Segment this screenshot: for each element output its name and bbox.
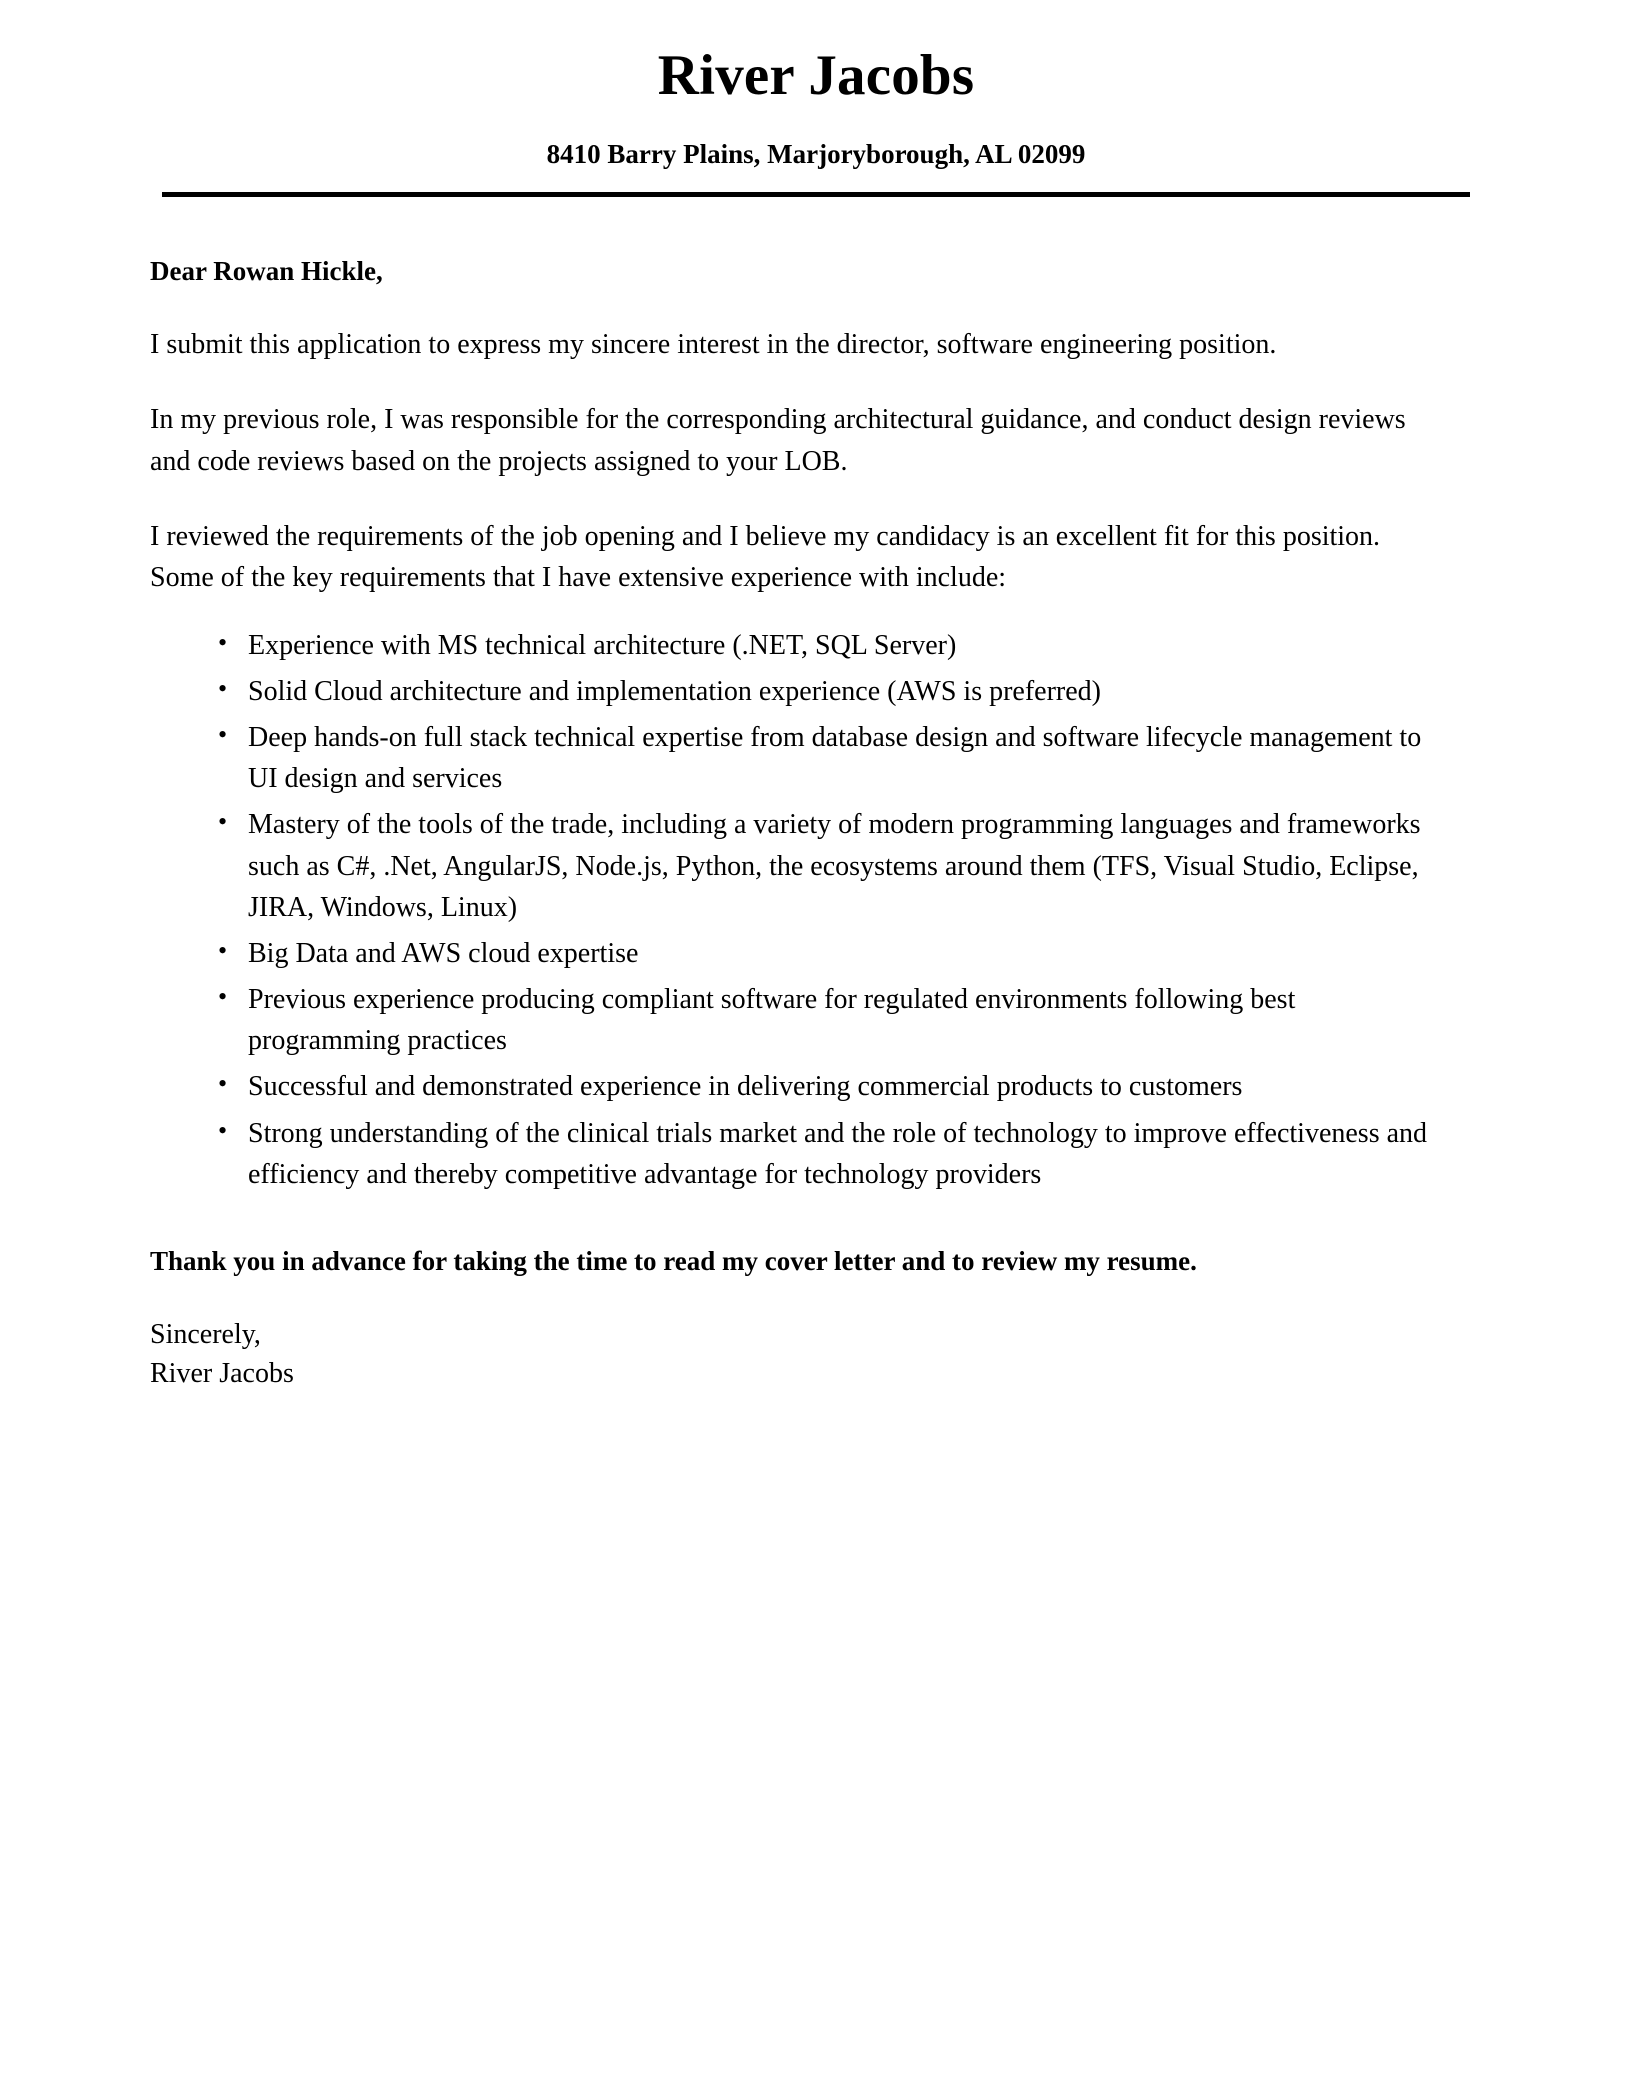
letter-body [150, 253, 1440, 1394]
list-item: • Deep hands-on full stack technical expertise from database design and software lifecycle management to UI design and services [218, 717, 1440, 799]
list-item: • Experience with MS technical architecture (.NET, SQL Server) [218, 625, 1440, 666]
candidate-address: 8410 Barry Plains, Marjoryborough, AL 02099 [546, 138, 1086, 169]
signoff-name: River Jacobs [150, 1358, 294, 1390]
page-title: River Jacobs [657, 44, 975, 107]
list-item: • Mastery of the tools of the trade, including a variety of modern programming languages and frameworks such as C#, .Net, AngularJS, Node.js, Python, the ecosystems around them (TFS, Visual Studio, Eclipse, JIRA, Windows, Linux) [218, 804, 1440, 927]
letterhead [0, 0, 1632, 197]
list-item: • Big Data and AWS cloud expertise [218, 933, 1440, 974]
list-item: • Successful and demonstrated experience in delivering commercial products to customers [218, 1066, 1440, 1107]
paragraph-intro: I submit this application to express my sincere interest in the director, software engineering position. [150, 328, 1277, 360]
paragraph-previous-role: In my previous role, I was responsible for the corresponding architectural guidance, and conduct design reviews and code reviews based on the projects assigned to your LOB. [150, 404, 1406, 477]
header-divider [162, 192, 1470, 197]
paragraph-requirements-intro: I reviewed the requirements of the job opening and I believe my candidacy is an excellent fit for this position. Some of the key requirements that I have extensive experience with include: [150, 520, 1381, 594]
list-item: • Strong understanding of the clinical trials market and the role of technology to improve effectiveness and efficiency and thereby competitive advantage for technology providers [218, 1113, 1440, 1195]
closing-statement: Thank you in advance for taking the time to read my cover letter and to review my resume. [150, 1245, 1197, 1276]
signoff-closing: Sincerely, [150, 1318, 261, 1350]
signature-block [150, 1315, 1440, 1395]
salutation: Dear Rowan Hickle, [150, 256, 383, 287]
requirements-list [150, 625, 1440, 1195]
list-item: • Previous experience producing compliant software for regulated environments following best programming practices [218, 979, 1440, 1061]
list-item: • Solid Cloud architecture and implementation experience (AWS is preferred) [218, 671, 1440, 712]
